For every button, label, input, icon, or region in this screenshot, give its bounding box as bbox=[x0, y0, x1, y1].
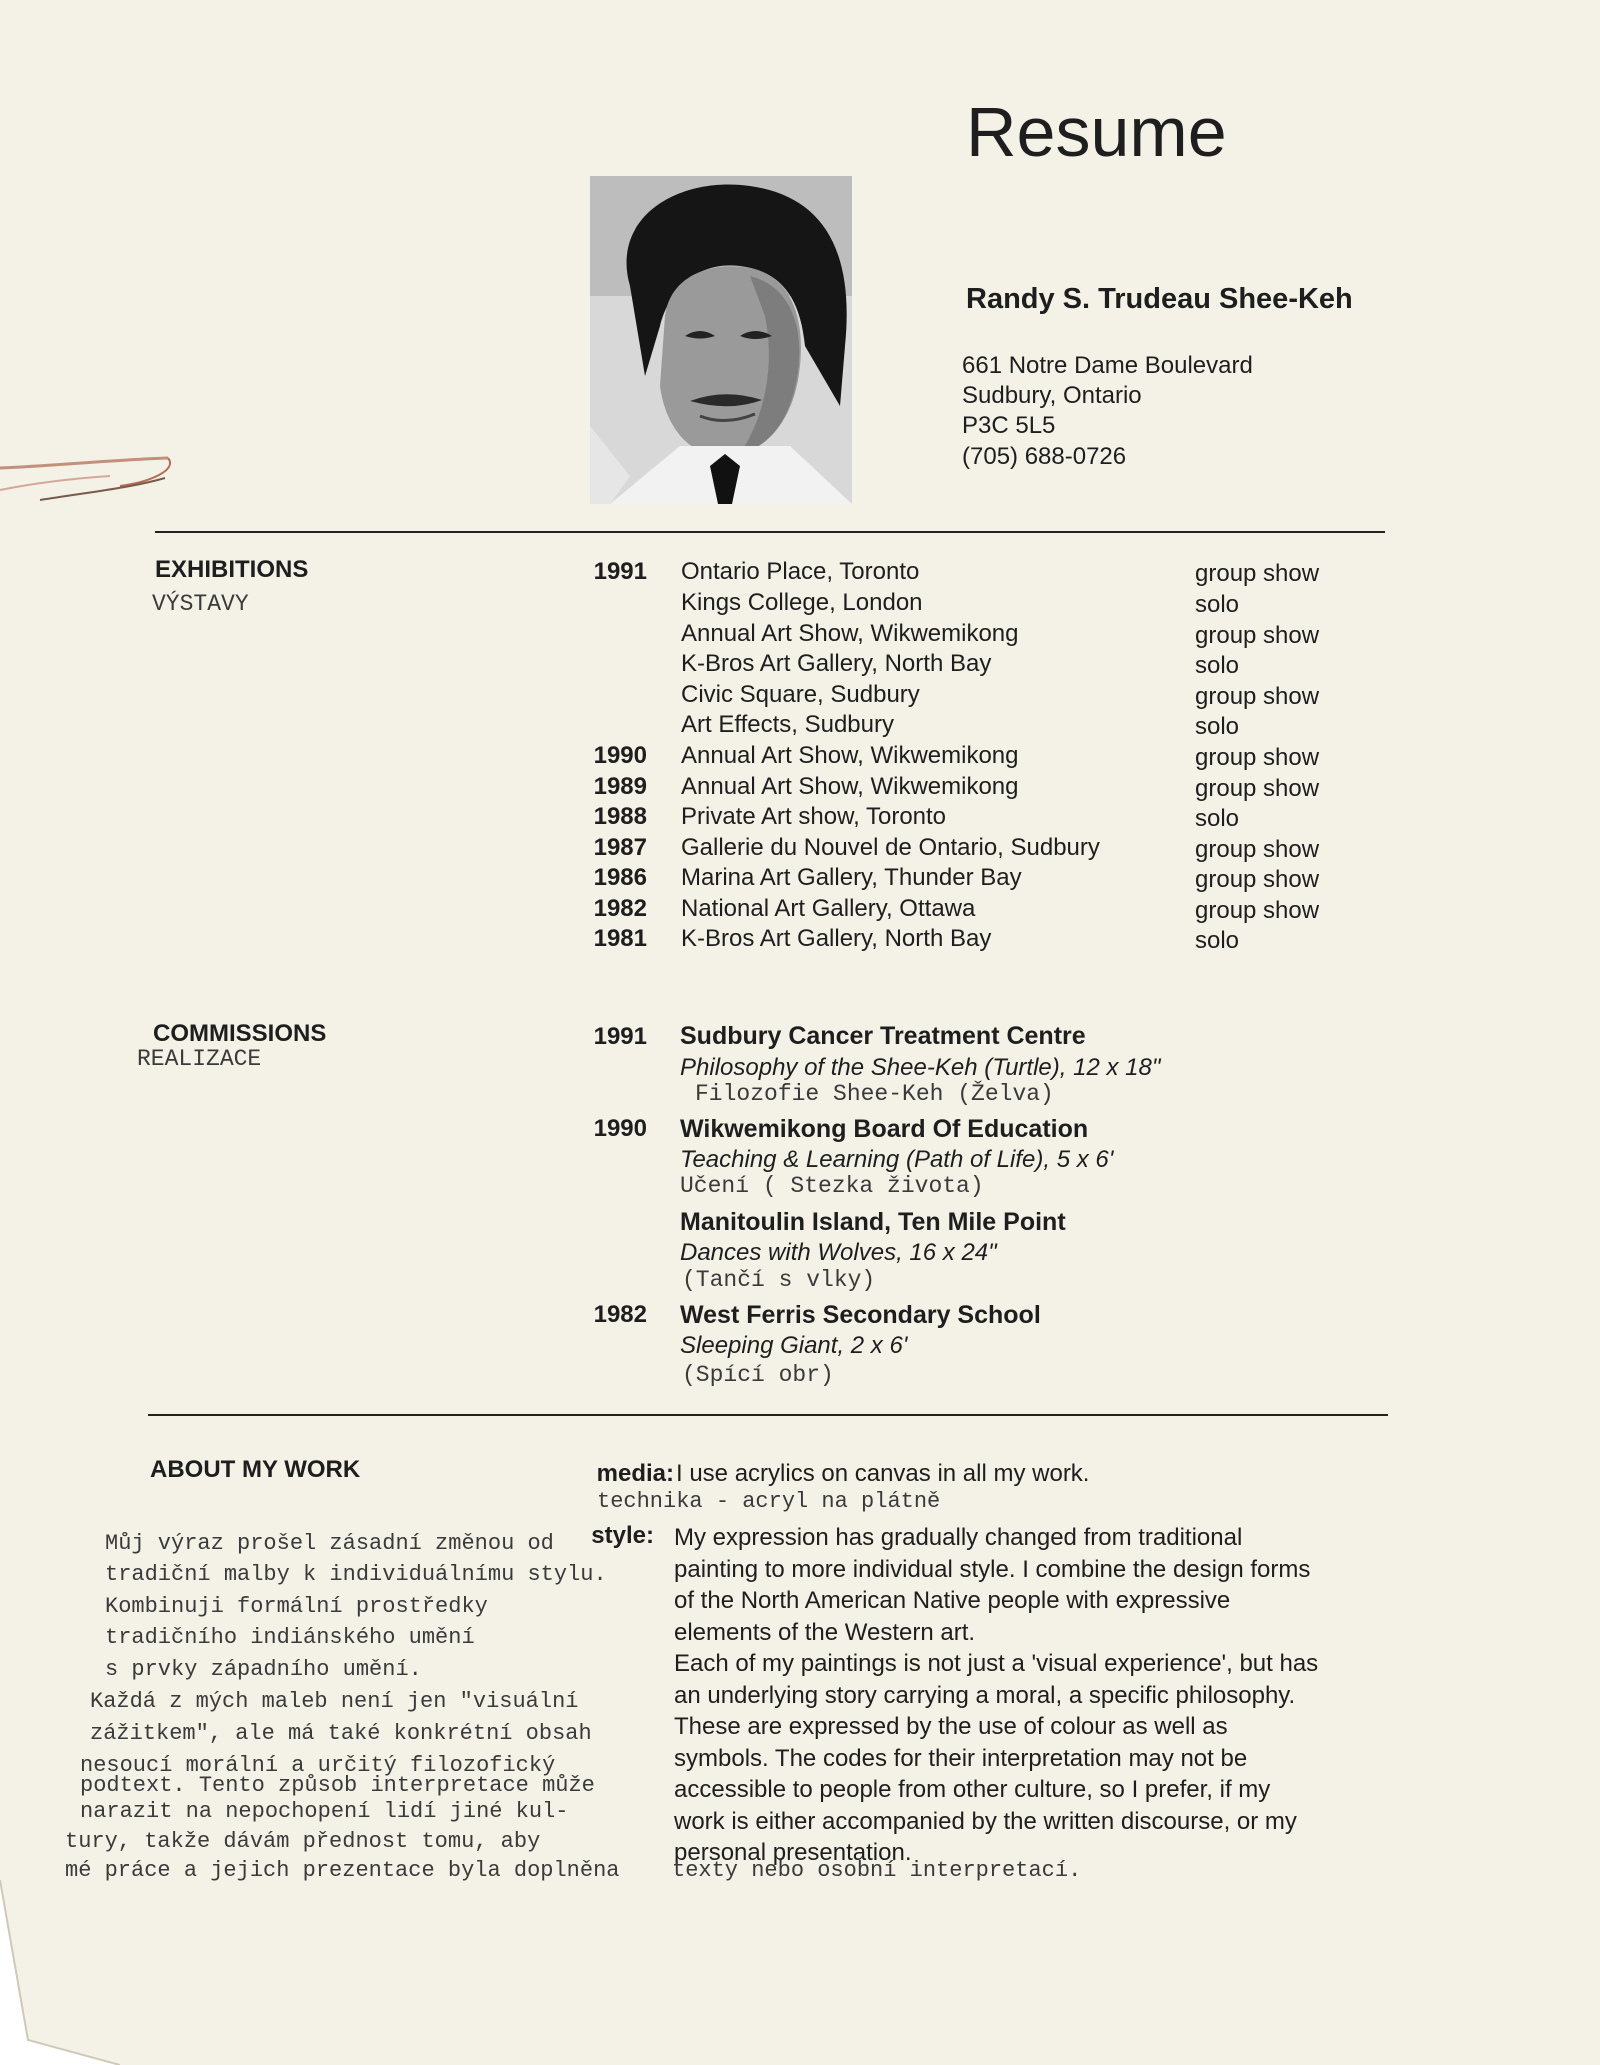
exhibitions-heading: EXHIBITIONS bbox=[155, 556, 309, 583]
commissions-heading: COMMISSIONS bbox=[153, 1020, 327, 1047]
exhibition-venue: Art Effects, Sudbury bbox=[681, 711, 894, 738]
portrait-photo bbox=[590, 176, 852, 504]
commission-organization: Sudbury Cancer Treatment Centre bbox=[680, 1022, 1086, 1050]
address-city: Sudbury, Ontario bbox=[962, 382, 1142, 409]
commission-year: 1990 bbox=[593, 1115, 647, 1142]
exhibition-venue: K-Bros Art Gallery, North Bay bbox=[681, 650, 992, 677]
style-czech-line: Můj výraz prošel zásadní změnou od bbox=[105, 1531, 554, 1556]
exhibition-year: 1991 bbox=[593, 558, 647, 585]
media-text: I use acrylics on canvas in all my work. bbox=[676, 1460, 1090, 1487]
commission-year: 1982 bbox=[593, 1301, 647, 1328]
style-line: personal presentation. bbox=[674, 1839, 912, 1866]
address-postal-code: P3C 5L5 bbox=[962, 412, 1056, 439]
exhibition-year: 1982 bbox=[593, 895, 647, 922]
exhibition-venue: Annual Art Show, Wikwemikong bbox=[681, 620, 1019, 647]
commission-organization: Manitoulin Island, Ten Mile Point bbox=[680, 1208, 1066, 1236]
exhibition-type: group show bbox=[1195, 744, 1320, 771]
style-line: elements of the Western art. bbox=[674, 1618, 976, 1646]
style-czech-line: zážitkem", ale má také konkrétní obsah bbox=[90, 1721, 592, 1746]
exhibition-venue: Ontario Place, Toronto bbox=[681, 558, 920, 585]
divider-top bbox=[155, 531, 1385, 533]
exhibition-venue: Marina Art Gallery, Thunder Bay bbox=[681, 864, 1022, 891]
exhibition-year: 1986 bbox=[593, 864, 647, 891]
style-czech-line: nesoucí morální a určitý filozofický bbox=[80, 1753, 556, 1778]
exhibition-venue: K-Bros Art Gallery, North Bay bbox=[681, 925, 992, 952]
style-czech-line: Každá z mých maleb není jen "visuální bbox=[90, 1689, 579, 1714]
style-czech-line: texty nebo osobní interpretací. bbox=[672, 1858, 1082, 1883]
style-czech-line: podtext. Tento způsob interpretace může bbox=[80, 1773, 595, 1798]
style-line: accessible to people from other culture, so I prefer, if my bbox=[674, 1776, 1271, 1803]
pen-mark bbox=[0, 430, 180, 520]
exhibition-type: solo bbox=[1195, 927, 1240, 954]
exhibition-type: group show bbox=[1195, 560, 1320, 587]
address-phone: (705) 688-0726 bbox=[962, 443, 1127, 470]
page-title: Resume bbox=[966, 93, 1227, 171]
style-line: an underlying story carrying a moral, a specific philosophy. bbox=[674, 1681, 1296, 1709]
exhibition-type: group show bbox=[1195, 866, 1320, 893]
style-description bbox=[674, 1522, 1404, 1869]
style-czech-line: narazit na nepochopení lidí jiné kul- bbox=[80, 1799, 569, 1824]
commission-organization: West Ferris Secondary School bbox=[680, 1301, 1041, 1329]
exhibition-type: solo bbox=[1195, 805, 1240, 832]
style-label: style: bbox=[591, 1522, 654, 1549]
exhibition-venue: Annual Art Show, Wikwemikong bbox=[681, 742, 1019, 769]
exhibition-type: solo bbox=[1195, 591, 1240, 618]
exhibition-year: 1989 bbox=[593, 773, 647, 800]
media-czech: technika - acryl na plátně bbox=[597, 1489, 941, 1514]
commission-work: Teaching & Learning (Path of Life), 5 x 6' bbox=[680, 1146, 1114, 1173]
commission-organization: Wikwemikong Board Of Education bbox=[680, 1115, 1089, 1143]
address-street: 661 Notre Dame Boulevard bbox=[962, 352, 1253, 379]
exhibition-venue: Private Art show, Toronto bbox=[681, 803, 947, 830]
exhibition-type: group show bbox=[1195, 683, 1320, 710]
style-czech-line: s prvky západního umění. bbox=[105, 1657, 422, 1682]
style-czech-line: mé práce a jejich prezentace byla doplněna bbox=[65, 1858, 620, 1883]
style-line: These are expressed by the use of colour as well as bbox=[674, 1713, 1228, 1740]
style-czech-line: tury, takže dávám přednost tomu, aby bbox=[65, 1829, 541, 1854]
exhibition-year: 1990 bbox=[593, 742, 647, 769]
exhibition-venue: National Art Gallery, Ottawa bbox=[681, 895, 976, 922]
style-line: work is either accompanied by the written discourse, or my bbox=[674, 1807, 1297, 1835]
exhibition-venue: Kings College, London bbox=[681, 589, 923, 616]
style-czech-line: tradičního indiánského umění bbox=[105, 1625, 475, 1650]
style-line: Each of my paintings is not just a 'visual experience', but has bbox=[674, 1650, 1319, 1677]
style-line: of the North American Native people with expressive bbox=[674, 1587, 1231, 1614]
exhibition-type: group show bbox=[1195, 622, 1320, 649]
style-line: symbols. The codes for their interpretation may not be bbox=[674, 1744, 1248, 1772]
commission-year: 1991 bbox=[593, 1023, 647, 1050]
exhibition-type: group show bbox=[1195, 775, 1320, 802]
exhibition-year: 1988 bbox=[593, 803, 647, 830]
exhibition-venue: Annual Art Show, Wikwemikong bbox=[681, 773, 1019, 800]
style-line: My expression has gradually changed from traditional bbox=[674, 1524, 1243, 1551]
exhibition-type: solo bbox=[1195, 713, 1240, 740]
commission-work: Sleeping Giant, 2 x 6' bbox=[680, 1332, 908, 1359]
exhibition-venue: Civic Square, Sudbury bbox=[681, 681, 920, 708]
exhibition-type: group show bbox=[1195, 836, 1320, 863]
about-heading: ABOUT MY WORK bbox=[150, 1456, 361, 1483]
exhibition-type: solo bbox=[1195, 652, 1240, 679]
style-line: painting to more individual style. I combine the design forms bbox=[674, 1555, 1311, 1583]
folded-corner bbox=[0, 1880, 120, 2065]
commission-work-czech: Učení ( Stezka života) bbox=[680, 1173, 984, 1199]
exhibition-venue: Gallerie du Nouvel de Ontario, Sudbury bbox=[681, 834, 1100, 861]
commission-work: Dances with Wolves, 16 x 24" bbox=[680, 1239, 997, 1266]
exhibitions-heading-czech: VÝSTAVY bbox=[152, 591, 249, 617]
style-czech-line: Kombinuji formální prostředky bbox=[105, 1594, 488, 1619]
commission-work-czech: (Spící obr) bbox=[682, 1362, 834, 1388]
commissions-heading-czech: REALIZACE bbox=[137, 1046, 262, 1072]
exhibition-type: group show bbox=[1195, 897, 1320, 924]
exhibition-year: 1981 bbox=[593, 925, 647, 952]
media-label: media: bbox=[596, 1460, 674, 1487]
applicant-name: Randy S. Trudeau Shee-Keh bbox=[966, 283, 1353, 315]
commission-work-czech: (Tančí s vlky) bbox=[682, 1267, 876, 1293]
exhibition-year: 1987 bbox=[593, 834, 647, 861]
commission-work-czech: Filozofie Shee-Keh (Želva) bbox=[695, 1081, 1054, 1107]
commission-work: Philosophy of the Shee-Keh (Turtle), 12 x 18" bbox=[680, 1054, 1161, 1081]
style-czech-line: tradiční malby k individuálnímu stylu. bbox=[105, 1562, 607, 1587]
divider-bottom bbox=[148, 1414, 1388, 1416]
